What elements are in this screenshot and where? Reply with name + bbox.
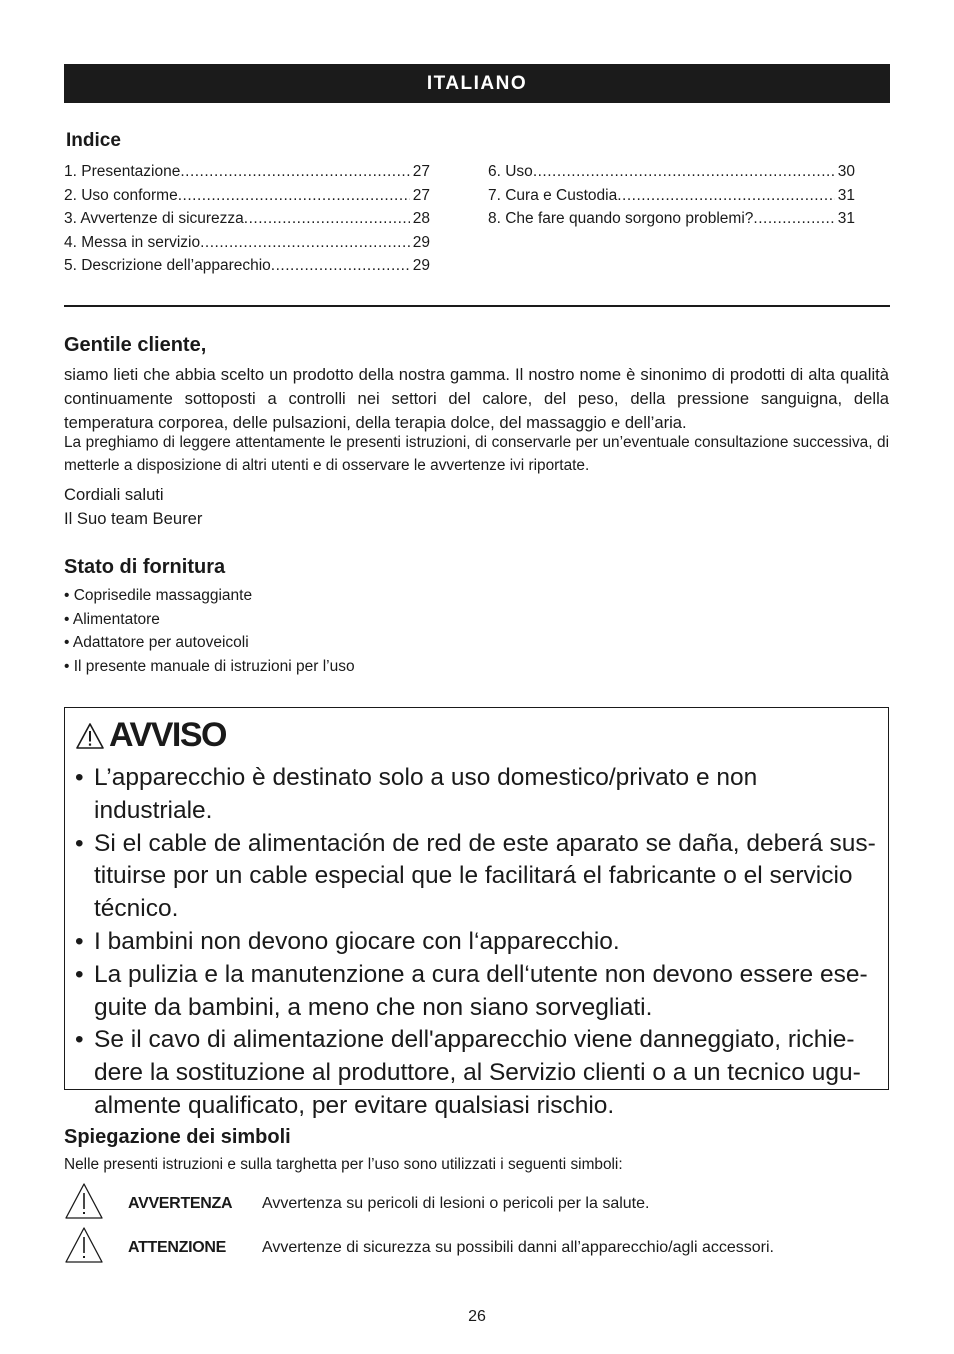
intro-paragraph: siamo lieti che abbia scelto un prodotto della nostra gamma. Il nostro nome è sinonimo di prodotti di alta qualità continuamente sottoposti a controlli nei settori del calore, del peso, della pressione sanguigna, della temperatura corporea, delle pulsazioni, della terapia dolce, del massaggio e dell’aria. [64, 365, 889, 432]
table-of-contents-right [488, 163, 855, 234]
caution-triangle-icon [64, 1226, 104, 1264]
symbol-row-avvertenza [64, 1182, 890, 1226]
delivery-title: Stato di fornitura [64, 556, 226, 578]
list-item: • Adattatore per autoveicoli [64, 631, 355, 655]
warning-title: AVVISO [109, 716, 226, 754]
closing [64, 483, 202, 530]
section-divider [64, 305, 890, 307]
symbol-term: ATTENZIONE [128, 1239, 227, 1256]
language-label: ITALIANO [426, 73, 528, 94]
toc-entry[interactable]: 6. Uso ..... 30 [488, 163, 855, 187]
delivery-list [64, 584, 355, 678]
symbol-description: Avvertenza su pericoli di lesioni o pericoli per la salute. [262, 1195, 650, 1212]
warning-triangle-icon [64, 1182, 104, 1220]
toc-entry[interactable]: 8. Che fare quando sorgono problemi? ..... 31 [488, 210, 855, 234]
warning-heading [75, 716, 226, 755]
list-item: • Il presente manuale di istruzioni per l’uso [64, 655, 355, 679]
index-title: Indice [66, 130, 121, 151]
closing-line: Cordiali saluti [64, 485, 164, 504]
list-item: • Alimentatore [64, 608, 355, 632]
page-number: 26 [468, 1308, 486, 1325]
symbol-description: Avvertenze di sicurezza su possibili danni all’apparecchio/agli accessori. [262, 1239, 774, 1256]
symbols-title: Spiegazione dei simboli [64, 1126, 291, 1148]
greeting-title: Gentile cliente, [64, 334, 207, 356]
instructions-paragraph: La preghiamo di leggere attentamente le presenti istruzioni, di conservarle per un’eventuale consultazione successiva, di metterle a disposizione di altri utenti e di osservare le avvertenze ivi riportate. [64, 434, 889, 474]
warning-item: • I bambini non devono giocare con l‘apparecchio. [75, 926, 881, 959]
warning-list [75, 762, 881, 1123]
symbols-intro: Nelle presenti istruzioni e sulla targhetta per l’uso sono utilizzati i seguenti simboli: [64, 1156, 623, 1173]
language-banner [64, 64, 890, 103]
closing-signature: Il Suo team Beurer [64, 508, 203, 528]
toc-entry[interactable]: 4. Messa in servizio ..... 29 [64, 234, 430, 258]
table-of-contents-left [64, 163, 430, 281]
warning-item: • Si el cable de alimentación de red de este aparato se daña, deberá sus-tituirse por un cable especial que le facilitará el fabricante o el servicio técnico. [75, 828, 881, 926]
warning-triangle-icon [75, 722, 105, 750]
warning-item: • La pulizia e la manutenzione a cura dell‘utente non devono essere ese-guite da bambini, a meno che non siano sorvegliati. [75, 959, 881, 1025]
toc-entry[interactable]: 5. Descrizione dell’apparechio ..... 29 [64, 257, 430, 281]
toc-entry[interactable]: 2. Uso conforme ..... 27 [64, 187, 430, 211]
warning-item: • Se il cavo di alimentazione dell'apparecchio viene danneggiato, richie-dere la sostituzione al produttore, al Servizio clienti o a un tecnico ugu-almente qualificato, per evitare qualsiasi rischio. [75, 1024, 881, 1122]
symbol-row-attenzione [64, 1226, 890, 1270]
list-item: • Coprisedile massaggiante [64, 584, 355, 608]
toc-entry[interactable]: 7. Cura e Custodia ..... 31 [488, 187, 855, 211]
toc-entry[interactable]: 1. Presentazione ..... 27 [64, 163, 430, 187]
warning-item: • L’apparecchio è destinato solo a uso domestico/privato e non industriale. [75, 762, 881, 828]
warning-box [64, 707, 889, 1119]
toc-entry[interactable]: 3. Avvertenze di sicurezza ..... 28 [64, 210, 430, 234]
symbol-term: AVVERTENZA [128, 1195, 233, 1212]
